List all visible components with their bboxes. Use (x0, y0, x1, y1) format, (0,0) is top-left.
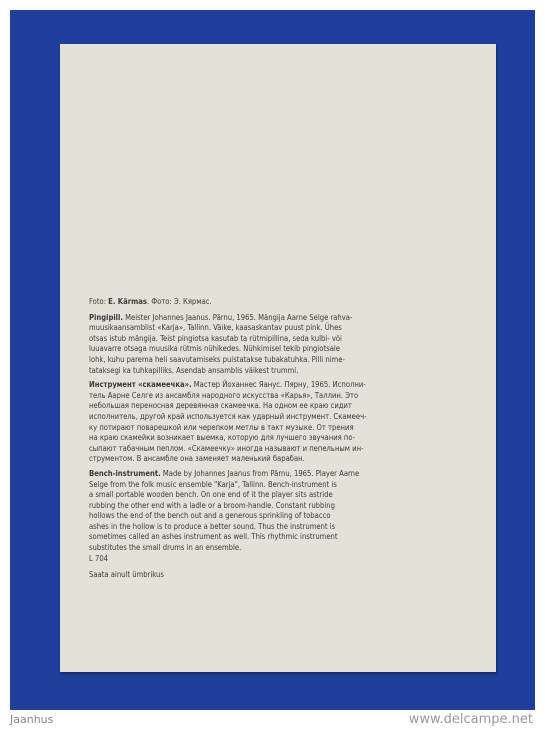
seller-name: Jaanhus (10, 713, 54, 726)
ru-text-0: Мастер Йоханнес Яанус. Пярну, 1965. Исполни- (191, 380, 366, 390)
paragraph-estonian (89, 313, 489, 377)
ru-line-0 (89, 380, 489, 391)
et-text-0: Meister Johannes Jaanus. Pärnu, 1965. Mängija Aarne Selge rahva- (122, 312, 353, 322)
en-text-0: Made by Johannes Jaanus from Pärnu, 1965. Player Aarne (160, 468, 360, 478)
et-term: Pingipill. (89, 312, 123, 322)
et-line-5: tataksegi ka tuhkapilliks. Asendab ansamblis väikest trummi. (89, 365, 299, 375)
et-line-4: lohk, kuhu parema heli saavutamiseks puistatakse tubakatuhka. Pilli nime- (89, 354, 345, 364)
et-line-3: luuavarre otsaga muusika rütmis nühikedes. Nühkimisel tekib pingiotsale (89, 344, 340, 354)
en-line-2: a small portable wooden bench. On one end of it the player sits astride (89, 490, 333, 500)
credit-label-ru: . Фото: (146, 297, 172, 306)
ru-line-4: ку потирают поварешкой или черепком метлы в такт музыке. От трения (89, 422, 354, 432)
ru-line-6: сыпают табачным пеплом. «Скамеечку» иногда называют и пепельным ин- (89, 443, 364, 453)
et-line-2: otsas istub mängija. Teist pingiotsa kasutab ta rütmipillina, seda kulbi- või (89, 333, 342, 343)
credit-name-et: E. Kärmas (108, 297, 147, 306)
en-line-7: substitutes the small drums in an ensemble. (89, 543, 242, 553)
mailing-note: Saata ainult ümbrikus (89, 570, 164, 580)
et-line-0 (89, 313, 489, 324)
en-line-6: sometimes called an ashes instrument as well. This rhythmic instrument (89, 532, 338, 542)
paragraph-english (89, 469, 489, 564)
en-line-1: Selge from the folk music ensemble "Karja", Tallinn. Bench-instrument is (89, 479, 337, 489)
en-term: Bench-instrument. (89, 468, 161, 478)
catalog-code: L 704 (89, 553, 109, 563)
watermark-bar (0, 710, 545, 730)
et-line-1: muusikaansamblist «Karja», Tallinn. Väike, kaasaskantav puust pink. Ühes (89, 323, 342, 333)
ru-line-1: тель Аарне Селге из ансамбля народного искусства «Карья», Таллин. Это (89, 390, 359, 400)
ru-line-2: небольшая переносная деревянная скамеечка. На одном ее краю сидит (89, 401, 352, 411)
site-watermark[interactable]: www.delcampe.net (408, 712, 533, 727)
en-line-5: ashes in the hollow is to produce a better sound. Thus the instrument is (89, 521, 336, 531)
postcard-back (60, 44, 496, 672)
credit-name-ru: Э. Кярмас. (173, 297, 212, 306)
caption-text (89, 297, 489, 581)
en-line-4: hollows the end of the bench out and a generous sprinkling of tobacco (89, 511, 331, 521)
en-line-0 (89, 469, 489, 480)
ru-line-5: на краю скамейки возникает выемка, которую для лучшего звучания по- (89, 433, 356, 443)
ru-line-3: исполнитель, другой край используется как ударный инструмент. Скамееч- (89, 411, 367, 421)
en-line-3: rubbing the other end with a ladle or a broom-handle. Constant rubbing (89, 500, 335, 510)
paragraph-russian (89, 380, 489, 465)
credit-label: Foto: (89, 297, 106, 306)
photo-credit (89, 297, 489, 308)
ru-term: Инструмент «скамеечка». (89, 380, 192, 390)
ru-line-7: струментом. В ансамбле она заменяет маленький барабан. (89, 454, 305, 464)
